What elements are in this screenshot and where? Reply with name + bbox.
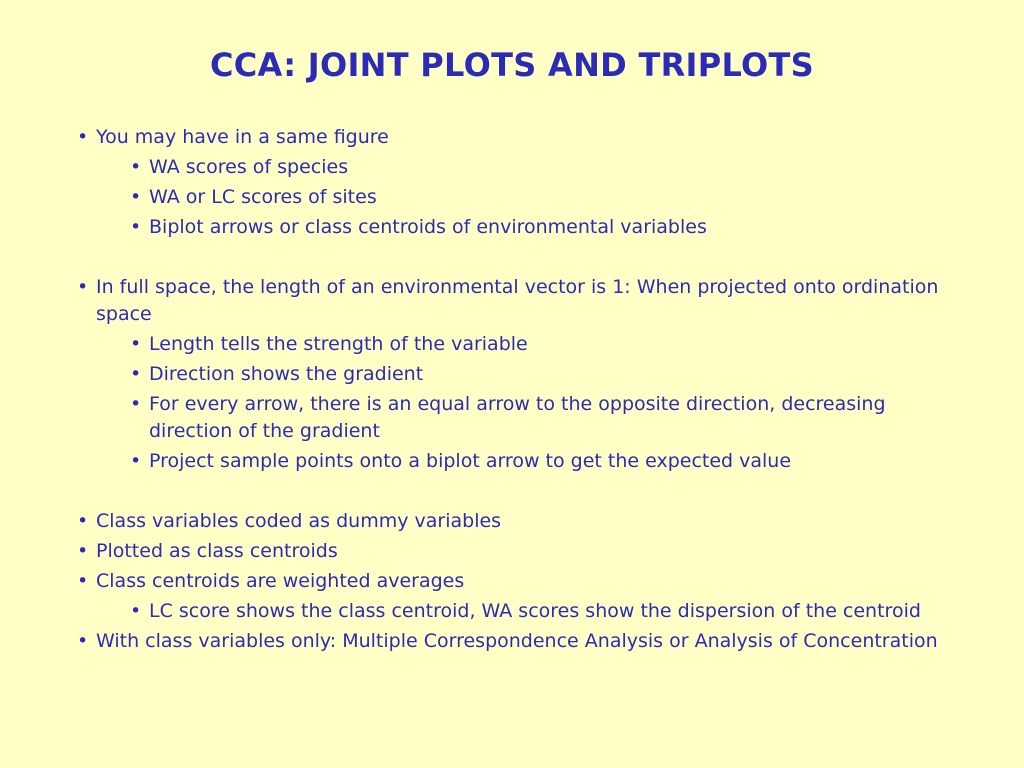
bullet-icon: • — [130, 600, 142, 622]
slide-title: CCA: JOINT PLOTS AND TRIPLOTS — [209, 46, 815, 84]
slide-body — [74, 124, 974, 658]
sub-bullet-item — [74, 154, 974, 181]
sub-bullet-text: For every arrow, there is an equal arrow to the opposite direction, decreasing direction of the gradient — [149, 393, 886, 442]
bullet-icon: • — [77, 276, 89, 298]
sub-bullet-item — [74, 184, 974, 211]
bullet-text: Class variables coded as dummy variables — [96, 510, 502, 532]
bullet-text: With class variables only: Multiple Correspondence Analysis or Analysis of Concentration — [96, 630, 938, 652]
bullet-item — [74, 508, 974, 535]
sub-bullet-text: Biplot arrows or class centroids of environmental variables — [149, 216, 707, 238]
bullet-icon: • — [77, 126, 89, 148]
bullet-item — [74, 628, 974, 655]
bullet-icon: • — [130, 186, 142, 208]
sub-bullet-item — [74, 448, 974, 475]
bullet-icon: • — [130, 156, 142, 178]
sub-bullet-text: Direction shows the gradient — [149, 363, 424, 385]
bullet-icon: • — [77, 510, 89, 532]
sub-bullet-item — [74, 391, 974, 445]
bullet-item — [74, 568, 974, 595]
sub-bullet-item — [74, 361, 974, 388]
sub-bullet-text: Project sample points onto a biplot arrow to get the expected value — [149, 450, 792, 472]
bullet-text: Plotted as class centroids — [96, 540, 338, 562]
bullet-item — [74, 124, 974, 151]
bullet-icon: • — [130, 216, 142, 238]
bullet-item — [74, 538, 974, 565]
sub-bullet-text: Length tells the strength of the variable — [149, 333, 528, 355]
bullet-icon: • — [77, 630, 89, 652]
bullet-text: You may have in a same figure — [96, 126, 389, 148]
sub-bullet-text: WA or LC scores of sites — [149, 186, 377, 208]
bullet-text: In full space, the length of an environmental vector is 1: When projected onto ordination space — [96, 276, 939, 325]
sub-bullet-text: LC score shows the class centroid, WA scores show the dispersion of the centroid — [149, 600, 921, 622]
sub-bullet-item — [74, 214, 974, 241]
bullet-icon: • — [77, 570, 89, 592]
sub-bullet-item — [74, 331, 974, 358]
bullet-text: Class centroids are weighted averages — [96, 570, 465, 592]
bullet-item — [74, 274, 974, 328]
bullet-icon: • — [130, 363, 142, 385]
group-spacer — [74, 244, 974, 274]
bullet-icon: • — [130, 450, 142, 472]
bullet-icon: • — [130, 333, 142, 355]
sub-bullet-item — [74, 598, 974, 625]
bullet-icon: • — [77, 540, 89, 562]
group-spacer — [74, 478, 974, 508]
sub-bullet-text: WA scores of species — [149, 156, 349, 178]
bullet-icon: • — [130, 393, 142, 415]
